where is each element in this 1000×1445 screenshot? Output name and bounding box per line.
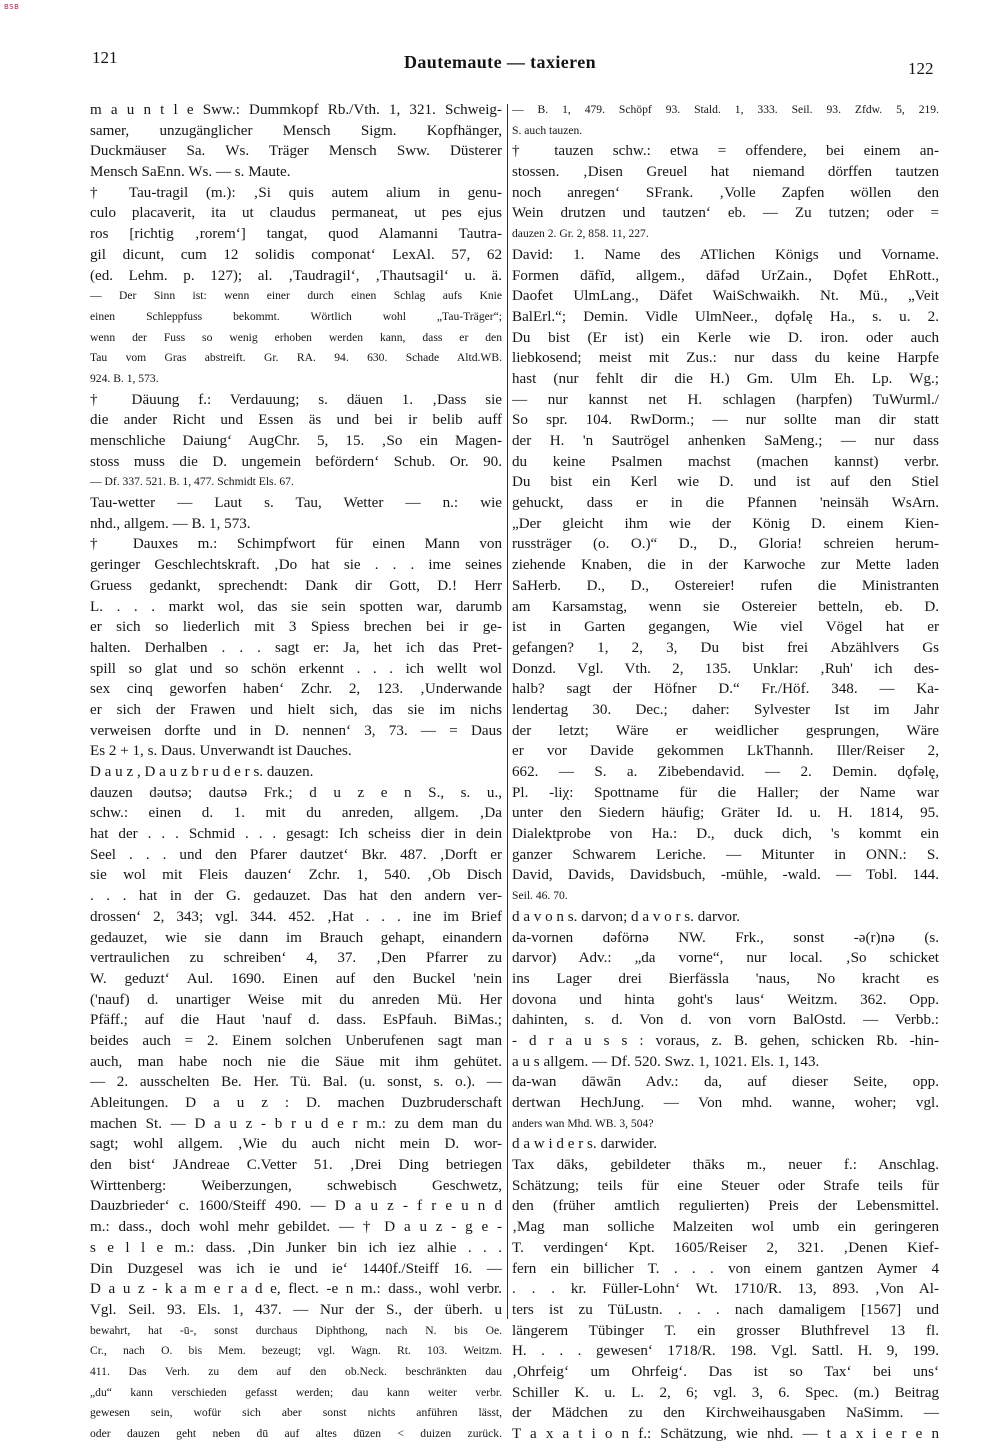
running-header: Dautemaute — taxieren [403,52,597,72]
text-line: du keine Psalmen machst (machen kannst) verbr. [512,453,939,470]
text-line: Tau vom Gras abstreift. Gr. RA. 94. 630. Schade Altd.WB. [90,351,502,365]
left-column [90,100,502,1445]
page-number-left: 121 [92,48,118,67]
text-line: er sich der Frawen und hielt sich, das sie im nichs [90,701,502,718]
text-line: Dialektprobe von Ha.: D., duck dich, 's kommt ein [512,826,939,843]
text-line: . . . hat in der G. gedauzet. Das hat den andern ver- [90,888,502,905]
text-line: dauzen 2. Gr. 2, 858. 11, 227. [512,227,649,241]
text-line: am Karsamstag, wenn sie Ostereier betteln, eb. D. [512,598,939,615]
text-line: gewesen sein, wofür sich aber sonst nichts anführen lässt, [90,1406,502,1420]
text-line: stoss muss die D. ungemein befördern‘ Schub. Or. 90. [90,453,502,470]
text-line: d a v o n s. darvon; d a v o r s. darvor. [512,908,741,925]
text-line: einen Schleppfuss bekommt. Wörtlich wohl „Tau-Träger“; [90,309,502,323]
text-line: liebkosend; meist mit Zus.: nur dass du keine Harpfe [512,350,939,367]
text-line: David, Davids, Davidsbuch, -mühle, -wald. — Tobl. 144. [512,867,939,884]
text-line: längerem Tübinger T. ein grosser Bluthfrevel 13 fl. [512,1322,939,1339]
text-line: † Däuung f.: Verdauung; s. däuen 1. ‚Dass sie [90,391,502,408]
text-line: † tauzen schw.: etwa = offendere, bei einem an- [512,143,939,160]
text-line: vertraulichen zu schreiben‘ 4, 37. ‚Den Pfarrer zu [90,950,502,967]
text-line: m a u n t l e Sww.: Dummkopf Rb./Vth. 1, 321. Schweig- [90,102,502,118]
text-line: fern ein billicher T. . . . von einem gantzen Aymer 4 [512,1260,939,1277]
right-column [512,100,939,1445]
text-line: 662. — S. a. Zibebendavid. — 2. Demin. dǫfəlę, [512,764,939,780]
text-line: er sich so liederlich mit 3 Spiess brechen bei ir ge- [90,619,502,636]
text-line: beides auch = 2. Einem solchen Unberufenen sagt man [90,1032,502,1049]
text-line: Vgl. Seil. 93. Els. 1, 437. — Nur der S., der überh. u [90,1301,502,1318]
text-line: der H. 'n Sautrögel anhenken SaMeng.; — nur dass [512,433,939,449]
text-line: ‚Ohrfeig‘ um Ohrfeig‘. Das ist so Tax‘ bei uns‘ [512,1363,939,1380]
text-line: — Der Sinn ist: wenn einer durch einen Schlag aufs Knie [90,289,502,303]
text-line: den bist‘ JAndreae C.Vetter 51. ‚Drei Ding betriegen [90,1157,502,1174]
text-line: gil dicunt, cum 12 solidis componat‘ LexAl. 57, 62 [90,246,502,263]
text-line: d a w i d e r s. darwider. [512,1136,658,1153]
text-line: der Mädchen zu den Kirchweihausgaben NaSimm. — [512,1405,939,1422]
text-line: — B. 1, 479. Schöpf 93. Stald. 1, 333. Seil. 93. Zfdw. 5, 219. [512,103,939,116]
text-line: ganzer Schwarem Leriche. — Mitunter in ONN.: S. [512,846,939,863]
text-line: auch, man habe noch nie die Säue mit ihm gehütet. [90,1053,502,1070]
text-line: D a u z , D a u z b r u d e r s. dauzen. [90,764,314,780]
text-line: unter den Siedern häufig; Gräter Id. u. H. 1814, 95. [512,805,939,822]
text-line: — nur kannst net H. schlagen (harpfen) TuWurml./ [512,391,939,408]
column-divider [507,104,508,1319]
text-line: Seil. 46. 70. [512,889,568,903]
text-line: verweisen dorfte und in D. nennen‘ 3, 73. — = Daus [90,722,502,739]
text-line: Seel . . . und den Pfarer dautzet‘ Bkr. 487. ‚Dorft er [90,846,502,863]
text-line: oder dauzen geht neben dū auf altes dūzen < duizen zurück. [90,1427,502,1440]
text-line: Din Duzgesel was ich ie und ie‘ 1440f./Steiff 16. — [90,1260,502,1277]
text-line: Gruess gedankt, sprechendt: Dank dir Gott, D.! Herr [90,577,502,594]
text-line: bewahrt, hat -ū-, sonst durchaus Diphthong, nach N. bis Oe. [90,1323,502,1337]
text-line: dertwan HechJung. — Von mhd. wanne, woher; vgl. [512,1095,939,1111]
text-line: culo placaverit, ita ut claudus permaneat, ut pes ejus [90,205,502,222]
text-line: Tau-wetter — Laut s. Tau, Wetter — n.: wie [90,495,502,512]
text-line: S. auch tauzen. [512,123,583,137]
text-line: Mensch SaEnn. Ws. — s. Maute. [90,164,291,181]
text-line: Donzd. Vgl. Vth. 2, 135. Unklar: ‚Ruh' ich des- [512,660,939,677]
text-line: Ableitungen. D a u z : D. machen Duzbruderschaft [90,1095,502,1111]
text-line: David: 1. Name des ATlichen Königs und Vorname. [512,246,939,263]
text-line: dahinten, s. d. Von d. von vorn BalOstd. — Verbb.: [512,1012,939,1029]
text-line: da-wan dāwān Adv.: da, auf dieser Seite, opp. [512,1074,939,1091]
text-line: hast (nur fehlt dir die H.) Gm. Ulm Eh. Lp. Wg.; [512,370,939,387]
text-line: † Dauxes m.: Schimpfwort für einen Mann von [90,536,502,553]
text-line: Du bist (Er ist) ein Kerle wie D. iron. oder auch [512,329,939,346]
text-line: sie wol mit Fleis dauzen‘ Zchr. 1, 540. ‚Ob Disch [90,867,502,884]
text-line: der letzt; Wäre er weidlicher gesprungen, Wäre [512,722,939,739]
text-line: † Tau-tragil (m.): ‚Si quis autem alium in genu- [90,184,502,201]
text-line: halten. Derhalben . . . sagt er: Ja, het ich das Pret- [90,639,502,656]
text-line: ins Lager drei Bierfässla 'naus, No kracht es [512,970,939,987]
text-line: . . . kr. Füller-Lohn‘ Wt. 1710/R. 13, 893. ‚Von Al- [512,1281,939,1298]
text-line: „du“ kann verschieden gefasst werden; dau kann weiter verbr. [90,1385,502,1399]
text-line: halb? sagt der Höfner D.“ Fr./Höf. 348. — Ka- [512,681,939,698]
text-line: russträger (o. O.)“ D., D., Gloria! schreien herum- [512,536,939,553]
text-line: a u s allgem. — Df. 520. Swz. 1, 1021. Els. 1, 143. [512,1053,820,1070]
text-line: BalErl.“; Demin. Vidle UlmNeer., dǫfəlę Ha., s. u. 2. [512,308,939,325]
text-line: Cr., nach O. bis Mem. bezeugt; vgl. Wagn. Rt. 103. Weitzm. [90,1344,502,1358]
text-line: Schätzung; teils für eine Steuer oder Strafe teils für [512,1177,939,1194]
text-line: machen St. — D a u z - b r u d e r m.: zu dem man du [90,1115,502,1132]
text-line: Pfäff.; auf die Haut 'nauf d. dass. EsPfauh. BiMas.; [90,1012,502,1029]
text-line: Du bist ein Kerl wie D. und ist auf den Stiel [512,474,939,491]
text-line: da-vornen dəförnə NW. Frk., sonst -ə(r)nə (s. [512,929,939,946]
text-line: noch anregen‘ SFrank. ‚Volle Zapfen wöllen den [512,184,939,201]
text-line: — Df. 337. 521. B. 1, 477. Schmidt Els. 67. [90,475,294,489]
text-line: schw.: einen d. 1. mit du anreden, allgem. ‚Da [90,805,502,822]
text-line: m.: dass., doch wohl mehr gebildet. — † D a u z - g e - [90,1219,502,1236]
text-line: (ed. Lehm. p. 127); al. ‚Taudragil‘, ‚Thautsagil‘ u. ä. [90,267,502,284]
text-line: sagt; wohl allgem. ‚Wie du auch nicht mein D. wor- [90,1136,502,1153]
text-line: Pl. -liχ: Spottname für die Haller; der Name war [512,784,939,801]
text-line: dovona und hinta goht's laus‘ Weitzm. 362. Opp. [512,991,939,1008]
text-line: ros [richtig ‚rorem‘] tangat, quod Alamanni Tautra- [90,226,502,243]
text-line: ‚Mag man solliche Malzeiten wol umb ein geringeren [512,1219,939,1236]
text-line: gedauzet, wie sie dann im Brauch gehapt, einandern [90,929,502,946]
text-line: — 2. ausschelten Be. Her. Tü. Bal. (u. sonst, s. o.). — [90,1074,502,1091]
text-line: er vor Davide gekommen LkThannh. Iller/Reiser 2, [512,743,939,760]
text-line: drossen‘ 2, 343; vgl. 344. 452. ‚Hat . . . ine im Brief [90,908,502,925]
text-line: 924. B. 1, 573. [90,371,159,385]
text-line: Duckmäuser Sa. Ws. Träger Mensch Sww. Düsterer [90,143,502,160]
text-line: s e l l e m.: dass. ‚Din Junker bin ich iez alhie . . . [90,1239,502,1256]
text-line: spill so glat und so schön erkennt . . . ich wellt wol [90,660,502,677]
text-line: Formen dāfīd, allgem., dāfəd UrZain., Dǫfet EhRott., [512,267,939,284]
text-line: Wein drutzen und tautzen‘ eb. — Zu tutzen; oder = [512,205,939,222]
text-line: nhd., allgem. — B. 1, 573. [90,515,251,532]
text-line: lendertag 30. Dec.; daher: Sylvester Ist im Jahr [512,701,939,718]
text-line: anders wan Mhd. WB. 3, 504? [512,1116,654,1130]
text-line: gefangen? 1, 2, 3, Du bist frei Abzählvers Gs [512,639,939,656]
text-line: ters ist zu TüLustn. . . . nach damaligem [1567] und [512,1301,939,1318]
text-line: Tax dāks, gebildeter thāks m., neuer f.: Anschlag. [512,1157,939,1174]
text-line: geringer Geschlechtskraft. ‚Do hat sie . . . ime seines [90,557,502,574]
text-line: H. . . . gewesen‘ 1718/R. 198. Vgl. Sattl. H. 9, 199. [512,1343,939,1360]
text-line: ist in Garten gegangen, Wie viel Vögel hat er [512,619,939,636]
text-line: So spr. 104. RwDorm.; — nur sollte man dir statt [512,412,939,429]
text-line: L. . . . markt wol, das sie sein spotten war, darumb [90,598,502,615]
text-line: stossen. ‚Disen Greuel hat niemand dörffen tautzen [512,164,939,181]
text-line: ziehende Knaben, die in der Karwoche zur Mette laden [512,557,939,574]
text-line: „Der gleicht ihm wie der König D. einem Kien- [512,515,939,532]
text-line: dauzen dəutsə; dautsə Frk.; d u z e n S., s. u., [90,784,502,801]
text-line: ('nauf) d. unartiger Weise mit du anreden Mü. Her [90,991,502,1008]
text-line: gehuckt, dass er in die Pfannen 'neinsäh WsArn. [512,495,939,512]
text-line: T. verdingen‘ Kpt. 1605/Reiser 2, 321. ‚Denen Kief- [512,1239,939,1256]
text-line: SaHerb. D., D., Ostereier! rufen die Ministranten [512,577,939,594]
text-line: den (früher amtlich regulierten) Preis der Lebensmittel. [512,1198,939,1215]
text-line: W. geduzt‘ Aul. 1690. Einen auf den Buckel 'nein [90,970,502,987]
text-line: Wirttenberg: Weiberzungen, schwebisch Geschwetz, [90,1177,502,1194]
text-line: Es 2 + 1, s. Daus. Unverwandt ist Dauches. [90,743,352,760]
text-line: 411. Das Verh. zu dem auf den ob.Neck. beschränkten dau [90,1364,502,1378]
text-line: hat der . . . Schmid . . . gesagt: Ich scheiss dier in dein [90,826,502,843]
page-number-right: 122 [908,59,934,78]
text-line: Dauzbrieder‘ c. 1600/Steiff 490. — D a u z - f r e u n d [90,1198,502,1215]
text-line: Schiller K. u. L. 2, 6; vgl. 3, 6. Spec. (m.) Beitrag [512,1384,939,1401]
text-line: sex cinq geworfen haben‘ Zchr. 2, 123. ‚Underwande [90,681,502,698]
text-line: samer, unzugänglicher Mensch Sigm. Kopfhänger, [90,122,502,139]
text-line: darvor) Adv.: „da vorne“, nur local. ‚So schicket [512,950,939,967]
text-line: menschliche Daiung‘ AugChr. 5, 15. ‚So ein Magen- [90,433,502,449]
text-line: D a u z - k a m e r a d e, flect. -e n m.: dass., wohl verbr. [90,1281,502,1298]
text-line: Daofet UlmLang., Däfet WaiSchwaikh. Nt. Mü., „Veit [512,288,939,305]
text-line: T a x a t i o n f.: Schätzung, wie nhd. — t a x i e r e n [512,1426,939,1442]
text-line: wenn der Fuss so wenig erhoben werden kann, dass er den [90,330,502,344]
library-stamp: BSB [4,3,20,11]
text-line: die ander Richt und Essen äs und bei ir belib auff [90,412,502,429]
text-line: - d r a u s s : voraus, z. B. gehen, schicken Rb. -hin- [512,1032,939,1049]
